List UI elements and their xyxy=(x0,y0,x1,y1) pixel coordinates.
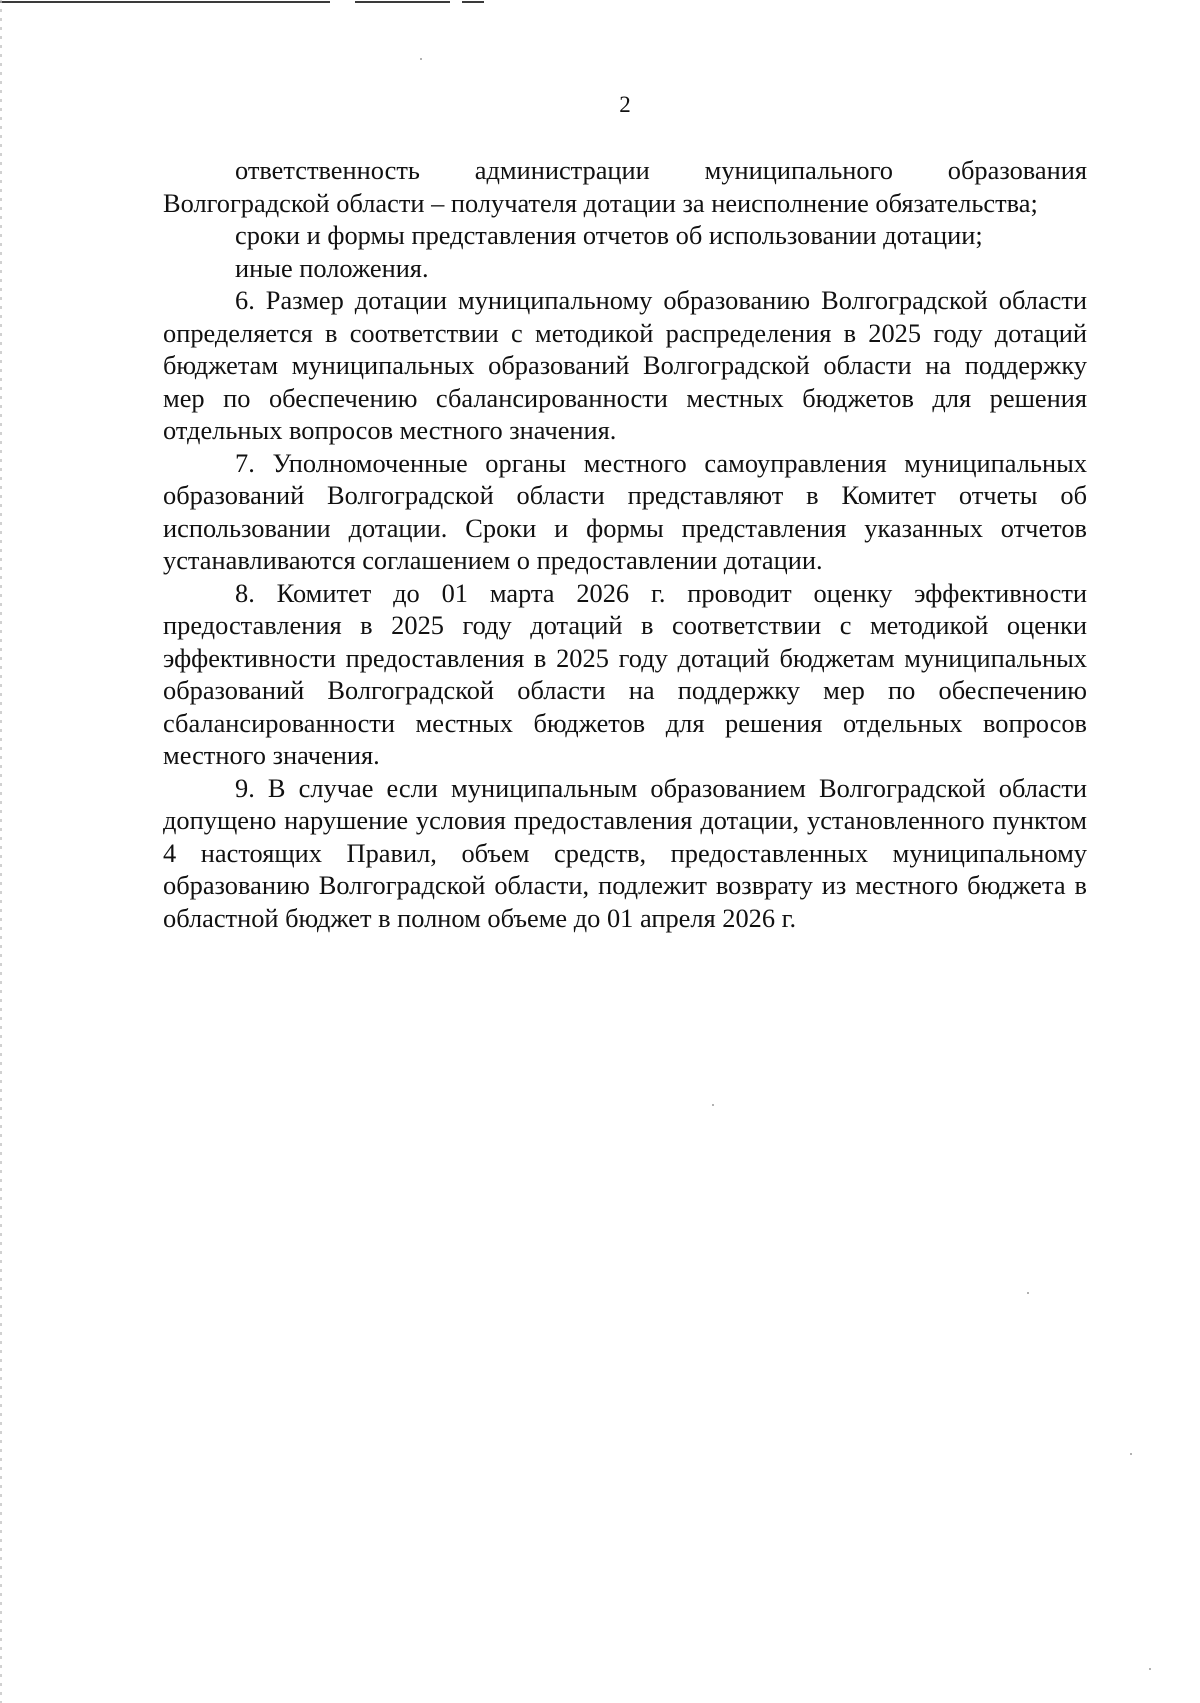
scan-speck xyxy=(1130,1453,1132,1455)
scan-edge-left xyxy=(0,0,2,1703)
paragraph-item-6: 6. Размер дотации муниципальному образованию Волгоградской области определяется в соответствии с методикой распределения в 2025 году дотаций бюджетам муниципальных образований Волгоградской области на поддержку мер по обеспечению сбалансированности местных бюджетов для решения отдельных вопросов местного значения. xyxy=(163,285,1087,445)
paragraph-responsibility: ответственность администрации муниципального образования Волгоградской области – получателя дотации за неисполнение обязательства; xyxy=(163,155,1087,218)
paragraph-item-9: 9. В случае если муниципальным образованием Волгоградской области допущено нарушение условия предоставления дотации, установленного пунктом 4 настоящих Правил, объем средств, предоставленных муниципальному образованию Волгоградской области, подлежит возврату из местного бюджета в областной бюджет в полном объеме до 01 апреля 2026 г. xyxy=(163,772,1087,933)
scan-speck xyxy=(1149,1668,1151,1670)
paragraph-report-terms: сроки и формы представления отчетов об использовании дотации; xyxy=(235,220,983,250)
paragraph-other-provisions: иные положения. xyxy=(235,252,429,283)
paragraph-item-8: 8. Комитет до 01 марта 2026 г. проводит оценку эффективности предоставления в 2025 году дотаций в соответствии с методикой оценки эффективности предоставления в 2025 году дотаций бюджетам муниципальных образований Волгоградской области на поддержку мер по обеспечению сбалансированности местных бюджетов для решения отдельных вопросов местного значения. xyxy=(163,577,1087,770)
scan-speck xyxy=(420,58,422,60)
document-body xyxy=(163,154,1087,934)
scan-speck xyxy=(1027,1292,1029,1294)
scan-edge-top xyxy=(0,0,1200,4)
scan-speck xyxy=(712,1104,714,1106)
page-number: 2 xyxy=(619,92,631,117)
paragraph-item-7: 7. Уполномоченные органы местного самоуправления муниципальных образований Волгоградской области представляют в Комитет отчеты об использовании дотации. Сроки и формы представления указанных отчетов устанавливаются соглашением о предоставлении дотации. xyxy=(163,447,1087,575)
